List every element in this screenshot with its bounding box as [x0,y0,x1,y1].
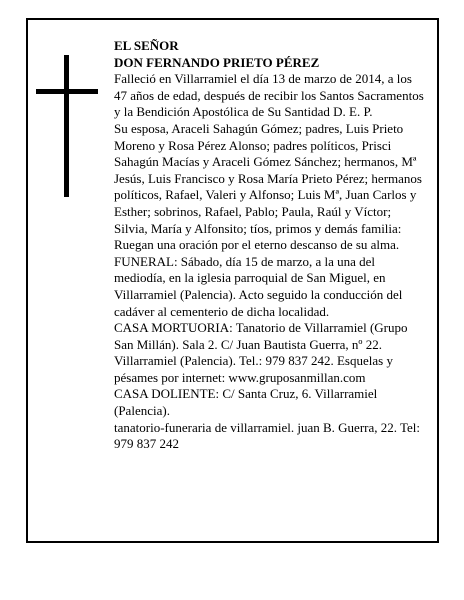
family-list: Su esposa, Araceli Sahagún Gómez; padres, Luis Prieto Moreno y Rosa Pérez Alonso; padres políticos, Prisci Sahagún Macías y Araceli Gómez Sánchez; hermanos, Mª Jesús, Luis Francisco y Rosa María Prieto Pérez; hermanos políticos, Rafael, Valeri y Alfonso; Luis Mª, Juan Carlos y Esther; sobrinos, Rafael, Pablo; Paula, Raúl y Víctor; Silvia, María y Alfonsito; tíos, primos y demás familia: [114,120,422,236]
deceased-name: DON FERNANDO PRIETO PÉREZ [114,54,320,70]
death-announcement: Falleció en Villarramiel el día 13 de marzo de 2014, a los 47 años de edad, después de recibir los Santos Sacramentos y la Bendición Apostólica de Su Santidad D. E. P. [114,71,424,120]
funeral-home-contact: tanatorio-funeraria de villarramiel. juan B. Guerra, 22. Tel: 979 837 242 [114,419,421,452]
obituary-text [114,38,426,453]
funeral-details: FUNERAL: Sábado, día 15 de marzo, a la una del mediodía, en la iglesia parroquial de San Miguel, en Villarramiel (Palencia). Acto seguido la conducción del cadáver al cementerio de dicha localidad. [114,253,403,319]
obituary-title: EL SEÑOR [114,38,179,53]
prayer-request: Ruegan una oración por el eterno descanso de su alma. [114,237,400,253]
funeral-home-details: CASA MORTUORIA: Tanatorio de Villarramiel (Grupo San Millán). Sala 2. C/ Juan Bautista Guerra, nº 22. Villarramiel (Palencia). Tel.: 979 837 242. Esquelas y pésames por internet: www.gruposanmillan.com [114,320,408,385]
cross-horizontal-bar [36,89,98,94]
cross-vertical-bar [64,55,69,197]
mourning-house-details: CASA DOLIENTE: C/ Santa Cruz, 6. Villarramiel (Palencia). [114,386,378,419]
